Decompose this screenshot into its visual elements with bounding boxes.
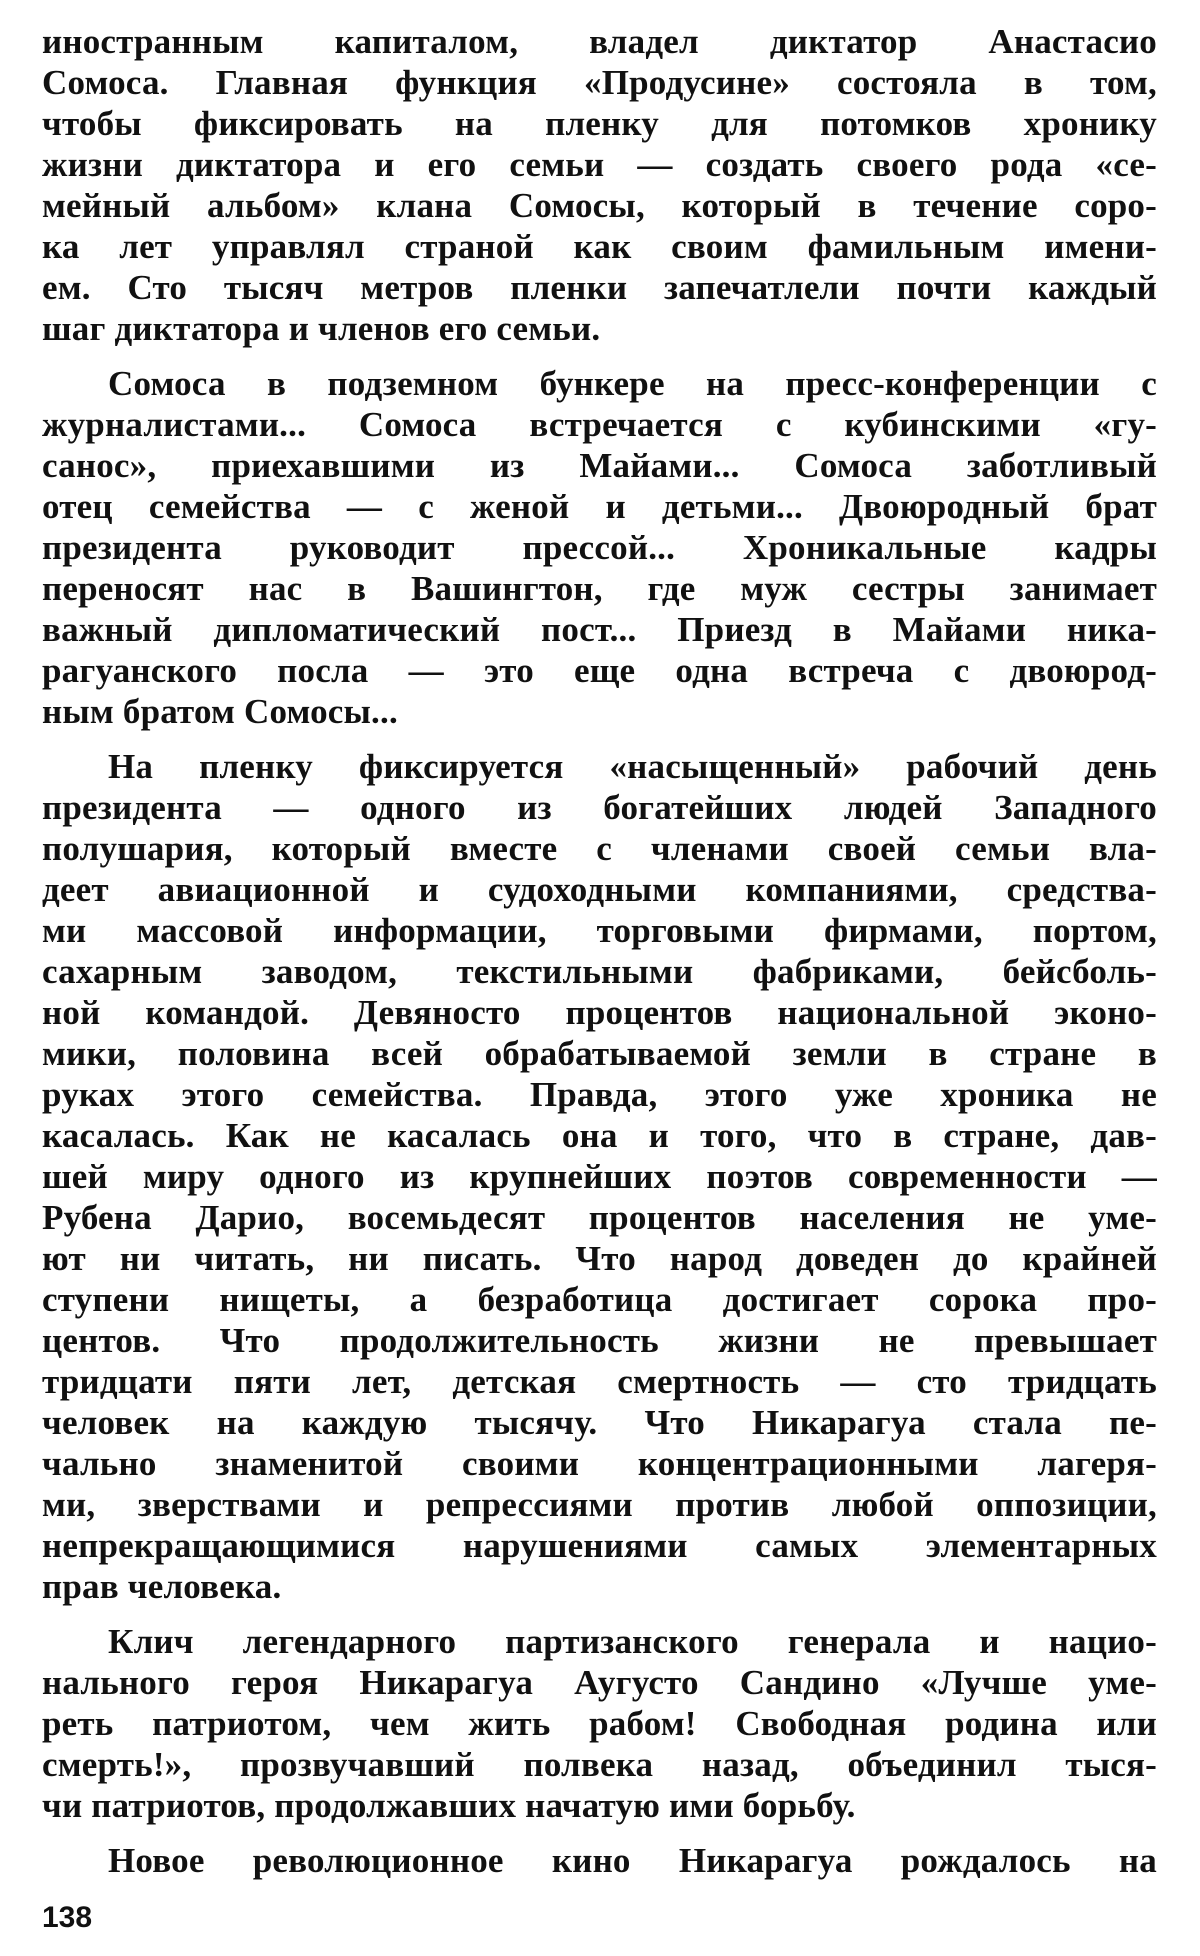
text-line: тридцати пяти лет, детская смертность — сто тридцать	[42, 1362, 1157, 1401]
text-line: прав человека.	[42, 1567, 282, 1606]
text-line: рагуанского посла — это еще одна встреча с двоюрод-	[42, 651, 1157, 690]
text-line: человек на каждую тысячу. Что Никарагуа стала пе-	[42, 1403, 1157, 1442]
text-line: ступени нищеты, а безработица достигает сорока про-	[42, 1280, 1157, 1319]
text-line: руках этого семейства. Правда, этого уже хроника не	[42, 1075, 1157, 1114]
text-line: Сомоса. Главная функция «Продусине» состояла в том,	[42, 63, 1157, 102]
text-line: важный дипломатический пост... Приезд в Майами ника-	[42, 610, 1157, 649]
page-number: 138	[42, 1901, 93, 1934]
text-line: ной командой. Девяносто процентов национальной эконо-	[42, 993, 1157, 1032]
text-line: президента руководит прессой... Хроникальные кадры	[42, 528, 1157, 567]
paragraph-start-line: Сомоса в подземном бункере на пресс-конференции с	[108, 364, 1157, 403]
text-line: мики, половина всей обрабатываемой земли в стране в	[42, 1034, 1157, 1073]
text-line: деет авиационной и судоходными компаниями, средства-	[42, 870, 1157, 909]
text-line: ным братом Сомосы...	[42, 692, 398, 731]
text-line: переносят нас в Вашингтон, где муж сестры занимает	[42, 569, 1157, 608]
text-line: ми, зверствами и репрессиями против любой оппозиции,	[42, 1485, 1157, 1524]
text-line: реть патриотом, чем жить рабом! Свободная родина или	[42, 1704, 1157, 1743]
text-line: отец семейства — с женой и детьми... Двоюродный брат	[42, 487, 1157, 526]
text-line: санос», приехавшими из Майами... Сомоса заботливый	[42, 446, 1157, 485]
paragraph-start-line: Клич легендарного партизанского генерала и нацио-	[108, 1622, 1157, 1661]
text-line: ют ни читать, ни писать. Что народ доведен до крайней	[42, 1239, 1157, 1278]
text-line: чи патриотов, продолжавших начатую ими борьбу.	[42, 1786, 856, 1825]
text-line: чально знаменитой своими концентрационными лагеря-	[42, 1444, 1157, 1483]
text-line: иностранным капиталом, владел диктатор Анастасио	[42, 22, 1157, 61]
text-line: ем. Сто тысяч метров пленки запечатлели почти каждый	[42, 268, 1157, 307]
text-line: непрекращающимися нарушениями самых элементарных	[42, 1526, 1157, 1565]
text-line: смерть!», прозвучавший полвека назад, объединил тыся-	[42, 1745, 1157, 1784]
text-line: Рубена Дарио, восемьдесят процентов населения не уме-	[42, 1198, 1157, 1237]
text-line: президента — одного из богатейших людей Западного	[42, 788, 1157, 827]
paragraph-start-line: Новое революционное кино Никарагуа рождалось на	[108, 1841, 1157, 1880]
text-line: полушария, который вместе с членами своей семьи вла-	[42, 829, 1157, 868]
text-line: чтобы фиксировать на пленку для потомков хронику	[42, 104, 1157, 143]
text-line: сахарным заводом, текстильными фабриками, бейсболь-	[42, 952, 1157, 991]
text-line: ка лет управлял страной как своим фамильным имени-	[42, 227, 1157, 266]
text-line: мейный альбом» клана Сомосы, который в течение соро-	[42, 186, 1157, 225]
text-line: ми массовой информации, торговыми фирмами, портом,	[42, 911, 1157, 950]
text-line: шей миру одного из крупнейших поэтов современности —	[42, 1157, 1157, 1196]
text-line: жизни диктатора и его семьи — создать своего рода «се-	[42, 145, 1157, 184]
text-line: журналистами... Сомоса встречается с кубинскими «гу-	[42, 405, 1157, 444]
text-line: касалась. Как не касалась она и того, что в стране, дав-	[42, 1116, 1157, 1155]
text-line: центов. Что продолжительность жизни не превышает	[42, 1321, 1157, 1360]
paragraph-start-line: На пленку фиксируется «насыщенный» рабочий день	[108, 747, 1157, 786]
text-line: нального героя Никарагуа Аугусто Сандино «Лучше уме-	[42, 1663, 1157, 1702]
text-line: шаг диктатора и членов его семьи.	[42, 309, 601, 348]
